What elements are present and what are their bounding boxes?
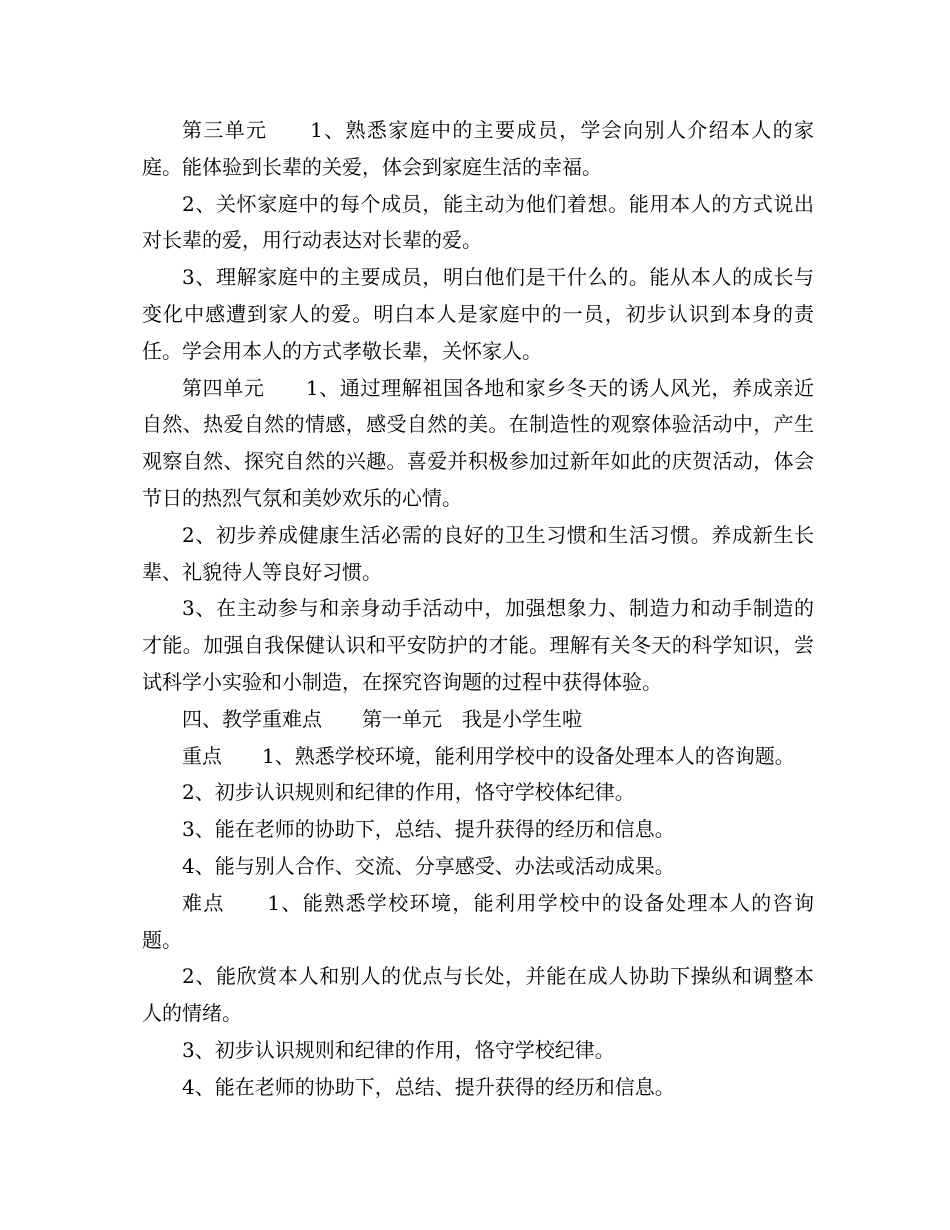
paragraph-unit4-goal3: 3、在主动参与和亲身动手活动中，加强想象力、制造力和动手制造的才能。加强自我保健认识和平安防护的才能。理解有关冬天的科学知识，尝试科学小实验和小制造，在探究咨询题的过程中获得体验。 [142, 596, 814, 694]
paragraph-key-point-2: 2、初步认识规则和纪律的作用，恪守学校体纪律。 [182, 780, 635, 805]
paragraph-difficulty-4: 4、能在老师的协助下，总结、提升获得的经历和信息。 [182, 1074, 675, 1099]
paragraph-key-point-4: 4、能与别人合作、交流、分享感受、办法或活动成果。 [182, 853, 675, 878]
paragraph-difficulty-3: 3、初步认识规则和纪律的作用，恪守学校纪律。 [182, 1037, 615, 1062]
paragraph-key-point-1: 重点 1、熟悉学校环境，能利用学校中的设备处理本人的咨询题。 [182, 743, 795, 768]
paragraph-unit3-goal2: 2、关怀家庭中的每个成员，能主动为他们着想。能用本人的方式说出对长辈的爱，用行动表达对长辈的爱。 [142, 191, 814, 253]
paragraph-unit3-goal1: 第三单元 1、熟悉家庭中的主要成员，学会向别人介绍本人的家庭。能体验到长辈的关爱，体会到家庭生活的幸福。 [142, 118, 814, 179]
paragraph-key-point-3: 3、能在老师的协助下，总结、提升获得的经历和信息。 [182, 817, 675, 842]
paragraph-difficulty-1: 难点 1、能熟悉学校环境，能利用学校中的设备处理本人的咨询题。 [142, 890, 814, 952]
paragraph-unit3-goal3: 3、理解家庭中的主要成员，明白他们是干什么的。能从本人的成长与变化中感遭到家人的爱。明白本人是家庭中的一员，初步认识到本身的责任。学会用本人的方式孝敬长辈，关怀家人。 [142, 265, 814, 363]
section-heading-key-difficulties: 四、教学重难点 第一单元 我是小学生啦 [182, 706, 582, 731]
paragraph-unit4-goal1: 第四单元 1、通过理解祖国各地和家乡冬天的诱人风光，养成亲近自然、热爱自然的情感，感受自然的美。在制造性的观察体验活动中，产生观察自然、探究自然的兴趣。喜爱并积极参加过新年如此的庆贺活动，体会节日的热烈气氛和美妙欢乐的心情。 [142, 375, 814, 510]
document-page [142, 112, 814, 1106]
paragraph-difficulty-2: 2、能欣赏本人和别人的优点与长处，并能在成人协助下操纵和调整本人的情绪。 [142, 964, 814, 1026]
paragraph-unit4-goal2: 2、初步养成健康生活必需的良好的卫生习惯和生活习惯。养成新生长辈、礼貌待人等良好习惯。 [142, 522, 814, 584]
